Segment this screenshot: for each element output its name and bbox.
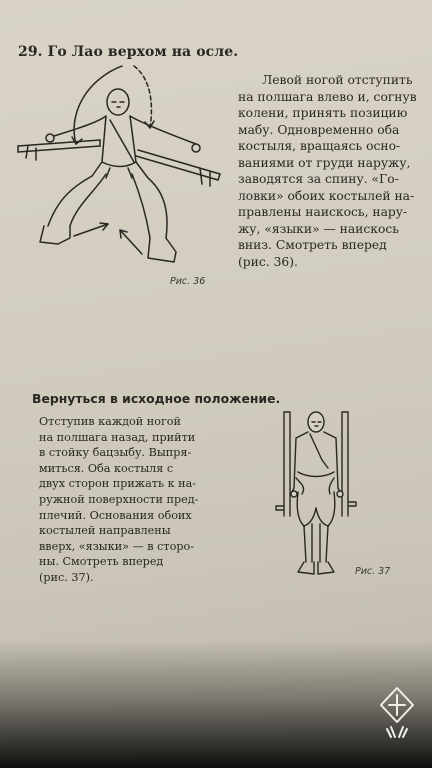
paragraph-line: костылей направлены (39, 524, 171, 538)
paragraph-line: на полшага назад, прийти (39, 430, 196, 444)
paragraph-line: (рис. 36). (238, 254, 298, 269)
paragraph-line: заводятся за спину. «Го- (238, 172, 399, 186)
paragraph-line: ны. Смотреть вперед (39, 555, 164, 569)
diamond-logo-icon (375, 685, 419, 739)
paragraph-line: мабу. Одновременно оба (238, 122, 400, 137)
paragraph-line: костыля, вращаясь осно- (238, 139, 401, 153)
section-1-paragraph (238, 72, 432, 270)
paragraph-line: колени, принять позицию (238, 106, 408, 120)
paragraph-line: ружной поверхности пред- (39, 492, 199, 506)
paragraph-line: вниз. Смотреть вперед (238, 238, 387, 252)
figure-37-illustration (268, 408, 364, 584)
paragraph-line: жу, «языки» — наискось (238, 221, 399, 236)
section-2-heading: Вернуться в исходное положение. (32, 391, 281, 406)
paragraph-line: на полшага влево и, согнув (238, 89, 417, 104)
paragraph-line: ваниями от груди наружу, (238, 155, 411, 170)
figure-37-caption: Рис. 37 (355, 566, 391, 577)
section-2-paragraph (39, 414, 229, 586)
paragraph-line: (рис. 37). (39, 570, 94, 584)
paragraph-line: плечий. Основания обоих (39, 508, 192, 522)
paragraph-line: Левой ногой отступить (262, 73, 413, 87)
paragraph-line: в стойку бацзыбу. Выпря- (39, 446, 192, 460)
paragraph-line: правлены наискось, нару- (238, 205, 408, 219)
paragraph-line: вверх, «языки» — в сторо- (39, 539, 195, 553)
paragraph-line: миться. Оба костыля с (39, 461, 174, 475)
figure-36-illustration (14, 58, 224, 280)
paragraph-line: ловки» обоих костылей на- (238, 188, 415, 203)
figure-36-caption: Рис. 36 (170, 276, 206, 287)
paragraph-line: Отступив каждой ногой (39, 415, 182, 428)
section-1-heading: 29. Го Лао верхом на осле. (18, 44, 239, 60)
paragraph-line: двух сторон прижать к на- (39, 477, 197, 491)
